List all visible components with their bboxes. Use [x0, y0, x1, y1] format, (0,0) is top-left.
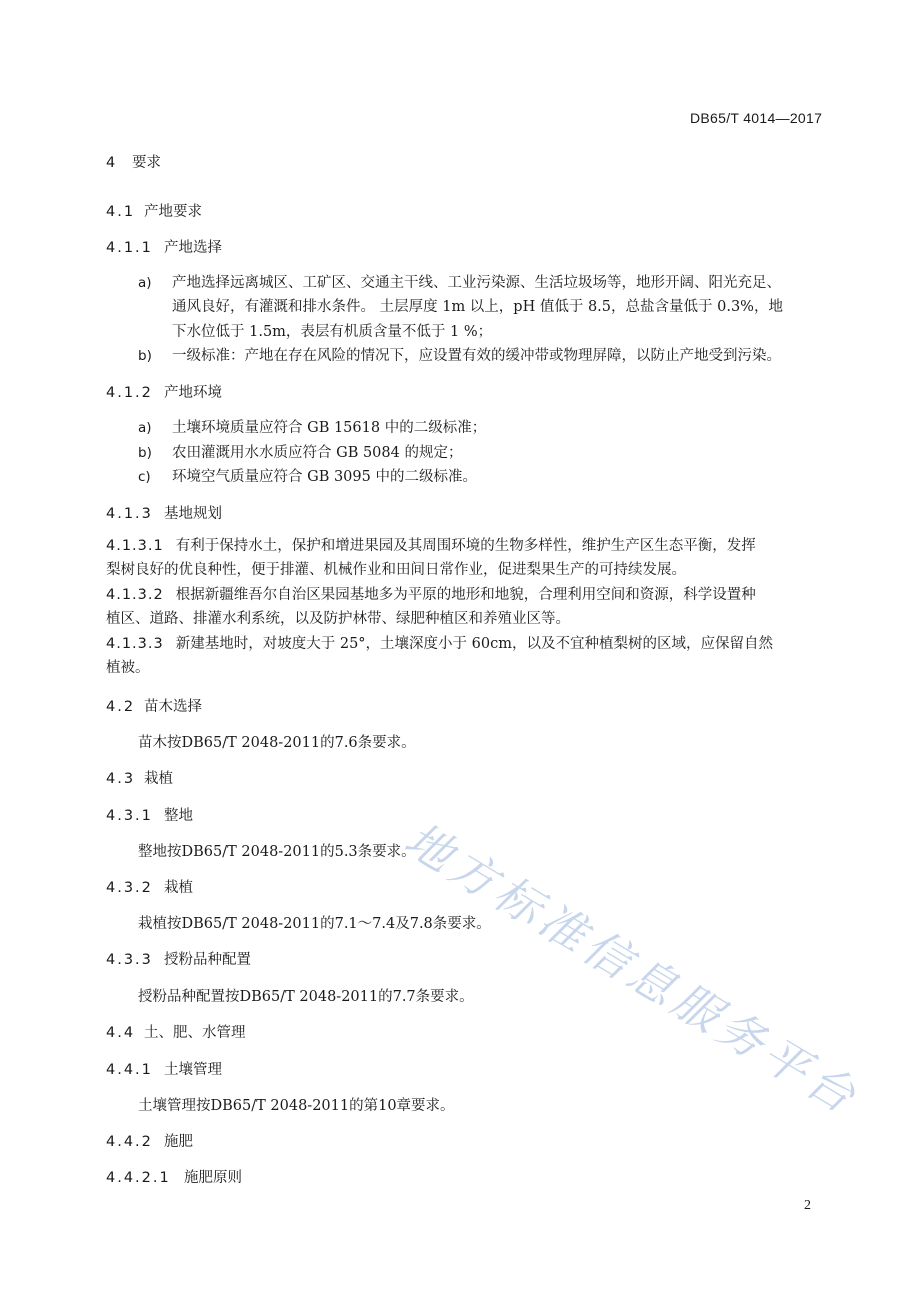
list-marker: a) [138, 275, 152, 291]
clause-number: 4.1.3.3 [106, 636, 164, 652]
list-text: 环境空气质量应符合 GB 3095 中的二级标准。 [172, 469, 477, 485]
heading-title: 要求 [132, 155, 161, 171]
heading-title: 基地规划 [164, 506, 222, 522]
list-item [138, 271, 781, 292]
heading-title: 整地 [164, 808, 193, 824]
list-marker: a) [138, 420, 152, 436]
heading-number: 4.3 [106, 771, 136, 787]
clause-text: 有利于保持水土，保护和增进果园及其周围环境的生物多样性，维护生产区生态平衡，发挥 [175, 538, 756, 554]
heading-4-1-3 [106, 502, 222, 523]
list-text: 一级标准：产地在存在风险的情况下，应设置有效的缓冲带或物理屏障，以防止产地受到污染。 [172, 348, 781, 364]
body-text: 苗木按DB65/T 2048-2011的7.6条要求。 [138, 735, 416, 751]
heading-title: 土壤管理 [164, 1062, 222, 1078]
list-text: 农田灌溉用水水质应符合 GB 5084 的规定； [172, 445, 463, 461]
list-text: 土壤环境质量应符合 GB 15618 中的二级标准； [172, 420, 487, 436]
heading-title: 施肥原则 [184, 1170, 242, 1186]
document-code: DB65/T 4014—2017 [690, 110, 823, 126]
list-item-continuation: 通风良好，有灌溉和排水条件。 土层厚度 1m 以上，pH 值低于 8.5，总盐含量低于 0.3%，地 [172, 299, 783, 315]
heading-4 [106, 151, 161, 172]
heading-4-4-2-1 [106, 1166, 242, 1187]
heading-title: 栽植 [144, 771, 173, 787]
clause-4-1-3-1 [106, 535, 756, 557]
heading-title: 苗木选择 [144, 699, 202, 715]
list-item [138, 441, 462, 462]
body-text: 授粉品种配置按DB65/T 2048-2011的7.7条要求。 [138, 989, 474, 1005]
heading-4-1 [106, 200, 202, 221]
heading-4-3 [106, 767, 173, 788]
heading-title: 施肥 [164, 1134, 193, 1150]
clause-text: 根据新疆维吾尔自治区果园基地多为平原的地形和地貌，合理利用空间和资源，科学设置种 [175, 587, 756, 603]
heading-4-4-1 [106, 1058, 222, 1079]
heading-number: 4.1.3 [106, 506, 153, 522]
page-number: 2 [804, 1198, 811, 1213]
heading-title: 产地环境 [164, 385, 222, 401]
list-marker: b) [138, 348, 152, 364]
heading-title: 土、肥、水管理 [144, 1025, 246, 1041]
list-item [138, 344, 781, 365]
heading-4-3-3 [106, 948, 251, 969]
heading-number: 4.3.3 [106, 952, 153, 968]
heading-number: 4.4.1 [106, 1062, 153, 1078]
list-text: 产地选择远离城区、工矿区、交通主干线、工业污染源、生活垃圾场等，地形开阔、阳光充足、 [172, 275, 781, 291]
heading-4-2 [106, 695, 202, 716]
heading-4-1-2 [106, 381, 222, 402]
heading-number: 4.4 [106, 1025, 136, 1041]
body-text: 整地按DB65/T 2048-2011的5.3条要求。 [138, 844, 416, 860]
clause-number: 4.1.3.2 [106, 587, 164, 603]
clause-text: 新建基地时，对坡度大于 25°，土壤深度小于 60cm，以及不宜种植梨树的区域，应保留自然 [175, 636, 773, 652]
heading-4-1-1 [106, 236, 222, 257]
heading-number: 4.3.1 [106, 808, 153, 824]
clause-4-1-3-3 [106, 633, 773, 655]
heading-title: 产地选择 [164, 240, 222, 256]
heading-number: 4.4.2 [106, 1134, 153, 1150]
heading-number: 4.4.2.1 [106, 1170, 171, 1186]
clause-continuation: 植被。 [106, 660, 150, 676]
list-marker: b) [138, 445, 152, 461]
clause-number: 4.1.3.1 [106, 538, 164, 554]
heading-title: 产地要求 [144, 204, 202, 220]
heading-4-4 [106, 1021, 246, 1042]
heading-number: 4.3.2 [106, 880, 153, 896]
heading-4-4-2 [106, 1130, 193, 1151]
heading-title: 授粉品种配置 [164, 952, 251, 968]
heading-number: 4.1 [106, 204, 136, 220]
heading-number: 4.2 [106, 699, 136, 715]
heading-number: 4.1.2 [106, 385, 153, 401]
watermark: 地方标准信息服务平台 [395, 811, 870, 1126]
list-item-continuation: 下水位低于 1.5m，表层有机质含量不低于 1 %； [172, 324, 493, 340]
clause-continuation: 梨树良好的优良种性，便于排灌、机械作业和田间日常作业，促进梨果生产的可持续发展。 [106, 562, 686, 578]
list-item [138, 465, 477, 486]
body-text: 栽植按DB65/T 2048-2011的7.1～7.4及7.8条要求。 [138, 916, 491, 932]
heading-title: 栽植 [164, 880, 193, 896]
heading-4-3-1 [106, 804, 193, 825]
list-item [138, 416, 486, 437]
heading-number: 4.1.1 [106, 240, 153, 256]
clause-4-1-3-2 [106, 584, 756, 606]
body-text: 土壤管理按DB65/T 2048-2011的第10章要求。 [138, 1098, 455, 1114]
heading-4-3-2 [106, 876, 193, 897]
clause-continuation: 植区、道路、排灌水利系统，以及防护林带、绿肥种植区和养殖业区等。 [106, 611, 570, 627]
heading-number: 4 [106, 155, 116, 171]
list-marker: c) [138, 469, 151, 485]
